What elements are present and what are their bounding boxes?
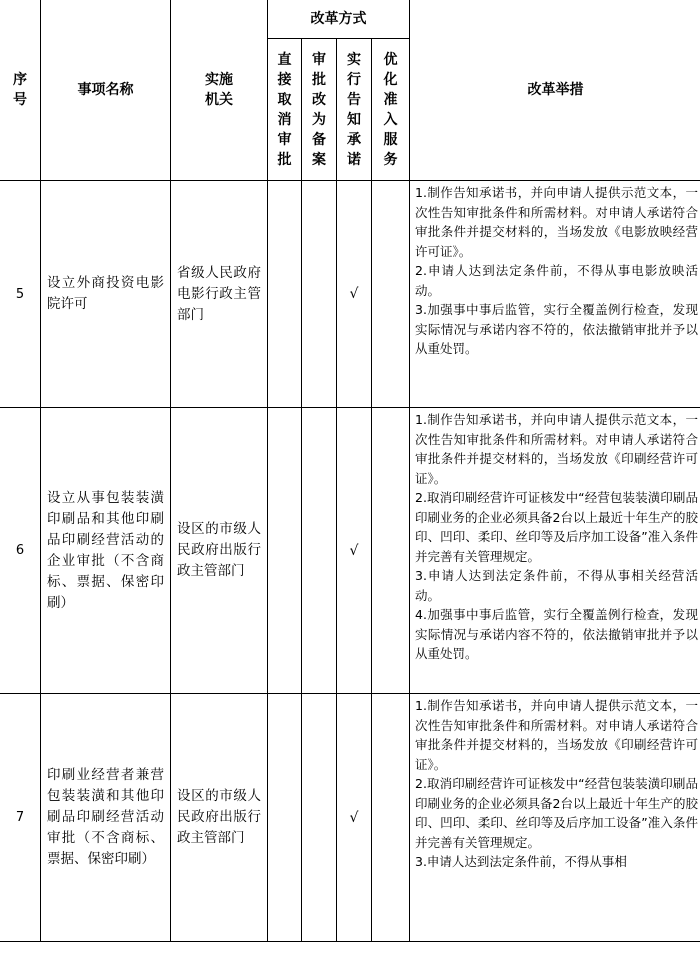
row-measures xyxy=(410,694,700,942)
row-mark-cancel xyxy=(268,408,302,694)
header-method-filing: 审批改为备案 xyxy=(302,39,337,181)
header-seq: 序号 xyxy=(0,0,41,181)
row-mark-commitment: √ xyxy=(337,181,372,408)
measure-item: 3.加强事中事后监管，实行全覆盖例行检查，发现实际情况与承诺内容不符的，依法撤销审批并予以从重处罚。 xyxy=(415,302,698,356)
measure-item: 4.加强事中事后监管，实行全覆盖例行检查，发现实际情况与承诺内容不符的，依法撤销审批并予以从重处罚。 xyxy=(415,607,698,661)
measure-item: 3.申请人达到法定条件前，不得从事相关经营活动。 xyxy=(415,568,698,603)
header-reform-method: 改革方式 xyxy=(268,0,410,39)
header-item-name: 事项名称 xyxy=(41,0,171,181)
row-mark-optimize xyxy=(372,408,410,694)
measure-item: 2.申请人达到法定条件前，不得从事电影放映活动。 xyxy=(415,263,698,298)
row-mark-cancel xyxy=(268,694,302,942)
row-mark-cancel xyxy=(268,181,302,408)
header-authority: 实施机关 xyxy=(171,0,268,181)
row-mark-filing xyxy=(302,181,337,408)
header-method-cancel: 直接取消审批 xyxy=(268,39,302,181)
row-item-name: 设立外商投资电影院许可 xyxy=(41,181,171,408)
measure-item: 1.制作告知承诺书，并向申请人提供示范文本，一次性告知审批条件和所需材料。对申请人承诺符合审批条件并提交材料的，当场发放《印刷经营许可证》。 xyxy=(415,698,698,772)
row-mark-filing xyxy=(302,408,337,694)
table-row xyxy=(0,408,700,694)
row-mark-filing xyxy=(302,694,337,942)
row-item-name: 设立从事包装装潢印刷品和其他印刷品印刷经营活动的企业审批（不含商标、票据、保密印刷） xyxy=(41,408,171,694)
row-authority: 设区的市级人民政府出版行政主管部门 xyxy=(171,408,268,694)
row-authority: 设区的市级人民政府出版行政主管部门 xyxy=(171,694,268,942)
measure-item: 1.制作告知承诺书，并向申请人提供示范文本，一次性告知审批条件和所需材料。对申请人承诺符合审批条件并提交材料的，当场发放《印刷经营许可证》。 xyxy=(415,412,698,486)
row-seq: 6 xyxy=(0,408,41,694)
row-mark-commitment: √ xyxy=(337,694,372,942)
row-mark-optimize xyxy=(372,694,410,942)
measure-item: 2.取消印刷经营许可证核发中“经营包装装潢印刷品印刷业务的企业必须具备2台以上最近十年生产的胶印、凹印、柔印、丝印等及后序加工设备”准入条件并完善有关管理规定。 xyxy=(415,776,698,850)
measure-item: 3.申请人达到法定条件前，不得从事相 xyxy=(415,854,627,869)
row-measures xyxy=(410,408,700,694)
row-authority: 省级人民政府电影行政主管部门 xyxy=(171,181,268,408)
row-seq: 7 xyxy=(0,694,41,942)
row-seq: 5 xyxy=(0,181,41,408)
header-measures: 改革举措 xyxy=(410,0,700,181)
header-method-optimize: 优化准入服务 xyxy=(372,39,410,181)
row-mark-commitment: √ xyxy=(337,408,372,694)
row-measures xyxy=(410,181,700,408)
table-row xyxy=(0,181,700,408)
header-method-commitment: 实行告知承诺 xyxy=(337,39,372,181)
row-item-name: 印刷业经营者兼营包装装潢和其他印刷品印刷经营活动审批（不含商标、票据、保密印刷） xyxy=(41,694,171,942)
measure-item: 1.制作告知承诺书，并向申请人提供示范文本，一次性告知审批条件和所需材料。对申请人承诺符合审批条件并提交材料的，当场发放《电影放映经营许可证》。 xyxy=(415,185,698,259)
table-row xyxy=(0,694,700,942)
row-mark-optimize xyxy=(372,181,410,408)
measure-item: 2.取消印刷经营许可证核发中“经营包装装潢印刷品印刷业务的企业必须具备2台以上最近十年生产的胶印、凹印、柔印、丝印等及后序加工设备”准入条件并完善有关管理规定。 xyxy=(415,490,698,564)
